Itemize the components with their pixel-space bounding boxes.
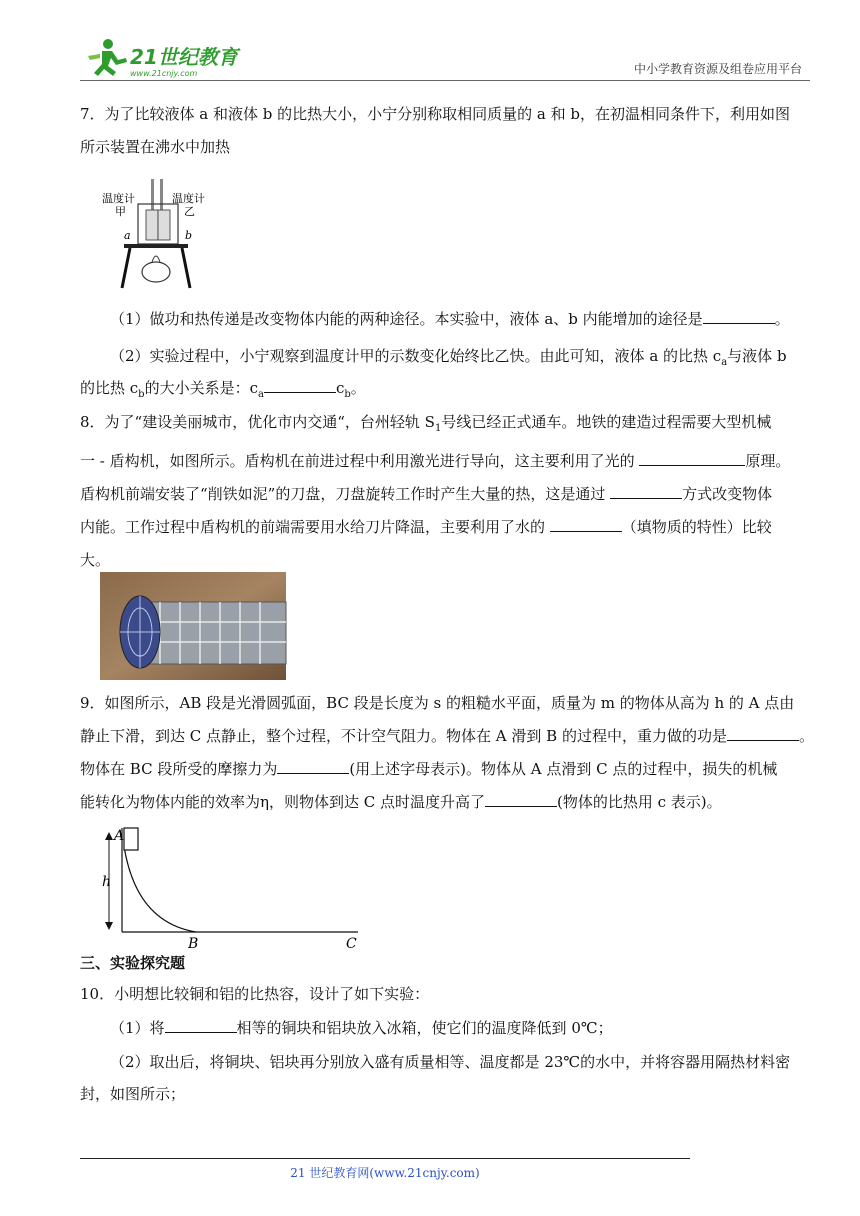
tunnel-boring-machine-photo <box>100 572 286 680</box>
q9-line2: 静止下滑，到达 C 点静止，整个过程，不计空气阻力。物体在 A 滑到 B 的过程中，重力做的功是 <box>80 727 727 745</box>
answer-blank[interactable] <box>264 374 336 393</box>
subscript-a: a <box>721 357 728 368</box>
q9-line3: 物体在 BC 段所受的摩擦力为 <box>80 760 278 778</box>
arc-surface <box>124 846 196 932</box>
beaker-icon <box>138 204 178 244</box>
section-heading: 三、实验探究题 <box>80 954 186 972</box>
liquid-b-label: b <box>185 229 193 242</box>
q7-stem-line2: 所示装置在沸水中加热 <box>80 138 231 156</box>
q9-stem <box>80 687 820 819</box>
liquid-a-label: a <box>124 229 131 242</box>
footer-divider <box>80 1158 690 1159</box>
thermometer-b-label2: 乙 <box>184 205 195 218</box>
q8-line1-end: 号线已经正式通车。地铁的建造过程需要大型机械 <box>441 413 772 431</box>
q10-sub2 <box>80 1046 820 1079</box>
thermometer-b-label: 温度计 <box>172 192 205 205</box>
subscript-a2: a <box>257 389 264 400</box>
q7-sub2-line2-pre: 的比热 c <box>80 379 139 397</box>
answer-blank[interactable] <box>165 1014 237 1033</box>
q7-stem-line1: 7．为了比较液体 a 和液体 b 的比热大小，小宁分别称取相同质量的 a 和 b，在初温相同条件下，利用如图 <box>80 105 791 123</box>
height-h-label: h <box>102 874 112 890</box>
q10-sub1-end: 相等的铜块和铝块放入冰箱，使它们的温度降低到 0℃； <box>236 1019 613 1037</box>
answer-blank[interactable] <box>550 513 622 532</box>
q8-line3-end: 方式改变物体 <box>682 485 773 503</box>
answer-blank[interactable] <box>727 722 799 741</box>
q9-line3-end: (用上述字母表示)。物体从 A 点滑到 C 点的过程中，损失的机械 <box>349 760 778 778</box>
q10-sub2-cont: 封，如图所示； <box>80 1085 186 1103</box>
q7-sub1 <box>80 303 820 336</box>
q9-line2-end: 。 <box>798 727 814 745</box>
q7-heating-apparatus-figure <box>100 176 205 292</box>
q8-stem <box>80 406 820 577</box>
q7-sub2-period: 。 <box>350 379 366 397</box>
q10-sub1-pre: （1）将 <box>110 1019 165 1037</box>
block-object <box>124 828 138 850</box>
footer-text[interactable]: 21 世纪教育网(www.21cnjy.com) <box>290 1166 480 1180</box>
q8-line4: 内能。工作过程中盾构机的前端需要用水给刀片降温，主要利用了水的 <box>80 518 546 536</box>
q7-sub2-line1-end: 与液体 b <box>727 347 787 365</box>
cutter-head-icon <box>120 596 160 668</box>
logo-url-text: www.21cnjy.com <box>130 69 198 78</box>
q7-sub1-end: 。 <box>774 310 790 328</box>
logo-text: 21世纪教育 <box>130 45 238 69</box>
q9-line4: 能转化为物体内能的效率为η，则物体到达 C 点时温度升高了 <box>80 793 486 811</box>
point-b-label: B <box>188 936 199 952</box>
q8-line4-end: （填物质的特性）比较 <box>621 518 772 536</box>
runner-icon <box>88 39 127 76</box>
answer-blank[interactable] <box>610 480 682 499</box>
q10-stem: 10．小明想比较铜和铝的比热容，设计了如下实验： <box>80 985 430 1003</box>
header-platform-text: 中小学教育资源及组卷应用平台 <box>633 62 802 76</box>
point-c-label: C <box>346 936 357 952</box>
q8-line2-end: 原理。 <box>745 452 791 470</box>
subscript-1: 1 <box>434 423 442 434</box>
point-a-label: A <box>114 828 125 844</box>
thermometer-a-label2: 甲 <box>115 205 126 218</box>
q9-arc-slope-figure <box>96 822 366 952</box>
q7-stem <box>80 98 820 164</box>
q8-line2: 一 - 盾构机，如图所示。盾构机在前进过程中利用激光进行导向，这主要利用了光的 <box>80 452 635 470</box>
q9-line4-end: (物体的比热用 c 表示)。 <box>557 793 722 811</box>
q8-line5: 大。 <box>80 551 111 569</box>
q8-line3: 盾构机前端安装了“削铁如泥”的刀盘，刀盘旋转工作时产生大量的热，这是通过 <box>80 485 606 503</box>
logo-21cnjy <box>80 36 250 80</box>
q7-sub2-line2-end: c <box>335 379 345 397</box>
q10-sub2-line1: （2）取出后，将铜块、铝块再分别放入盛有质量相等、温度都是 23℃的水中，并将容器用隔热材料密 <box>110 1053 791 1071</box>
q9-line1: 9．如图所示，AB 段是光滑圆弧面，BC 段是长度为 s 的粗糙水平面，质量为 m 的物体从高为 h 的 A 点由 <box>80 694 795 712</box>
header-divider <box>80 80 810 81</box>
subscript-b2: b <box>344 389 351 400</box>
thermometer-a-label: 温度计 <box>102 192 135 205</box>
answer-blank[interactable] <box>639 447 745 466</box>
q7-sub2-line2-mid: 的大小关系是：c <box>144 379 258 397</box>
answer-blank[interactable] <box>485 788 557 807</box>
q8-line1: 8．为了“建设美丽城市，优化市内交通“，台州轻轨 S <box>80 413 435 431</box>
q7-sub1-text: （1）做功和热传递是改变物体内能的两种途径。本实验中，液体 a、b 内能增加的途径是 <box>110 310 703 328</box>
stand-and-burner-icon <box>122 244 190 288</box>
q7-sub2-line1: （2）实验过程中，小宁观察到温度计甲的示数变化始终比乙快。由此可知，液体 a 的比热 c <box>110 347 722 365</box>
answer-blank[interactable] <box>277 755 349 774</box>
q10-sub1 <box>80 1012 820 1045</box>
subscript-b: b <box>138 389 145 400</box>
answer-blank[interactable] <box>703 305 775 324</box>
